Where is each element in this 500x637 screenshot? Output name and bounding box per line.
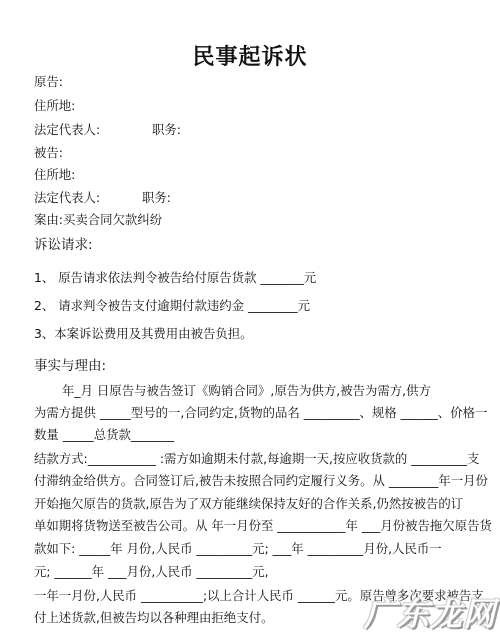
defendant-position-label: 职务: [142, 190, 171, 205]
plaintiff-position-label: 职务: [152, 122, 181, 137]
plaintiff-rep-label: 法定代表人: [34, 122, 101, 137]
cause-of-action: 案由:买卖合同欠款纠纷 [34, 212, 163, 227]
facts-line: 元; ______年 ___月份,人民币 _________元, [34, 564, 269, 579]
defendant-label: 被告: [34, 145, 63, 160]
facts-line: 数量 _____总货款_______ [34, 427, 175, 442]
claim-item: 1、 原告请求依法判令被告给付原告货款 _______元 [34, 270, 317, 285]
facts-heading: 事实与理由: [34, 358, 107, 374]
defendant-address-label: 住所地: [34, 167, 76, 182]
facts-line: 付滞纳金给供方。合同签订后,被告未按照合同约定履行义务。从 ________年一月份 [34, 473, 488, 488]
facts-line: 付上述货款,但被告均以各种理由拒绝支付。 [34, 610, 274, 625]
defendant-rep-label: 法定代表人: [34, 190, 101, 205]
site-watermark [338, 589, 496, 635]
plaintiff-label: 原告: [34, 74, 63, 89]
claim-item: 2、 请求判令被告支付逾期付款违约金 ________元 [34, 298, 310, 313]
facts-line: 开始拖欠原告的货款,原告为了双方能继续保持友好的合作关系,仍然按被告的订 [34, 496, 464, 511]
claims-heading: 诉讼请求: [34, 237, 93, 253]
plaintiff-address-label: 住所地: [34, 98, 76, 113]
claim-item: 3、本案诉讼费用及其费用由被告负担。 [34, 326, 253, 341]
watermark-text: 广东龙网 [363, 595, 496, 633]
facts-line: 一年一月份,人民币 __________;以上合计人民币 ______元。原告曾多次要求被告支 [34, 588, 484, 603]
facts-line: 结款方式:___________ :需方如逾期未付款,每逾期一天,按应收货款的 _________支 [34, 451, 480, 466]
facts-line: 单如期将货物送至被告公司。从 年一月份至 ___________年 ___月份被告拖欠原告货 [34, 518, 492, 533]
facts-line: 年_月 日原告与被告签订《购销合同》,原告为供方,被告为需方,供方 [62, 383, 431, 398]
facts-line: 为需方提供 _____型号的一,合同约定,货物的品名 _________、规格 ______、价格一 [34, 405, 488, 420]
document-title: 民事起诉状 [192, 45, 308, 70]
facts-line: 款如下: _____年 月份,人民币 _________元; ___年 _________月份,人民币一 [34, 541, 442, 556]
